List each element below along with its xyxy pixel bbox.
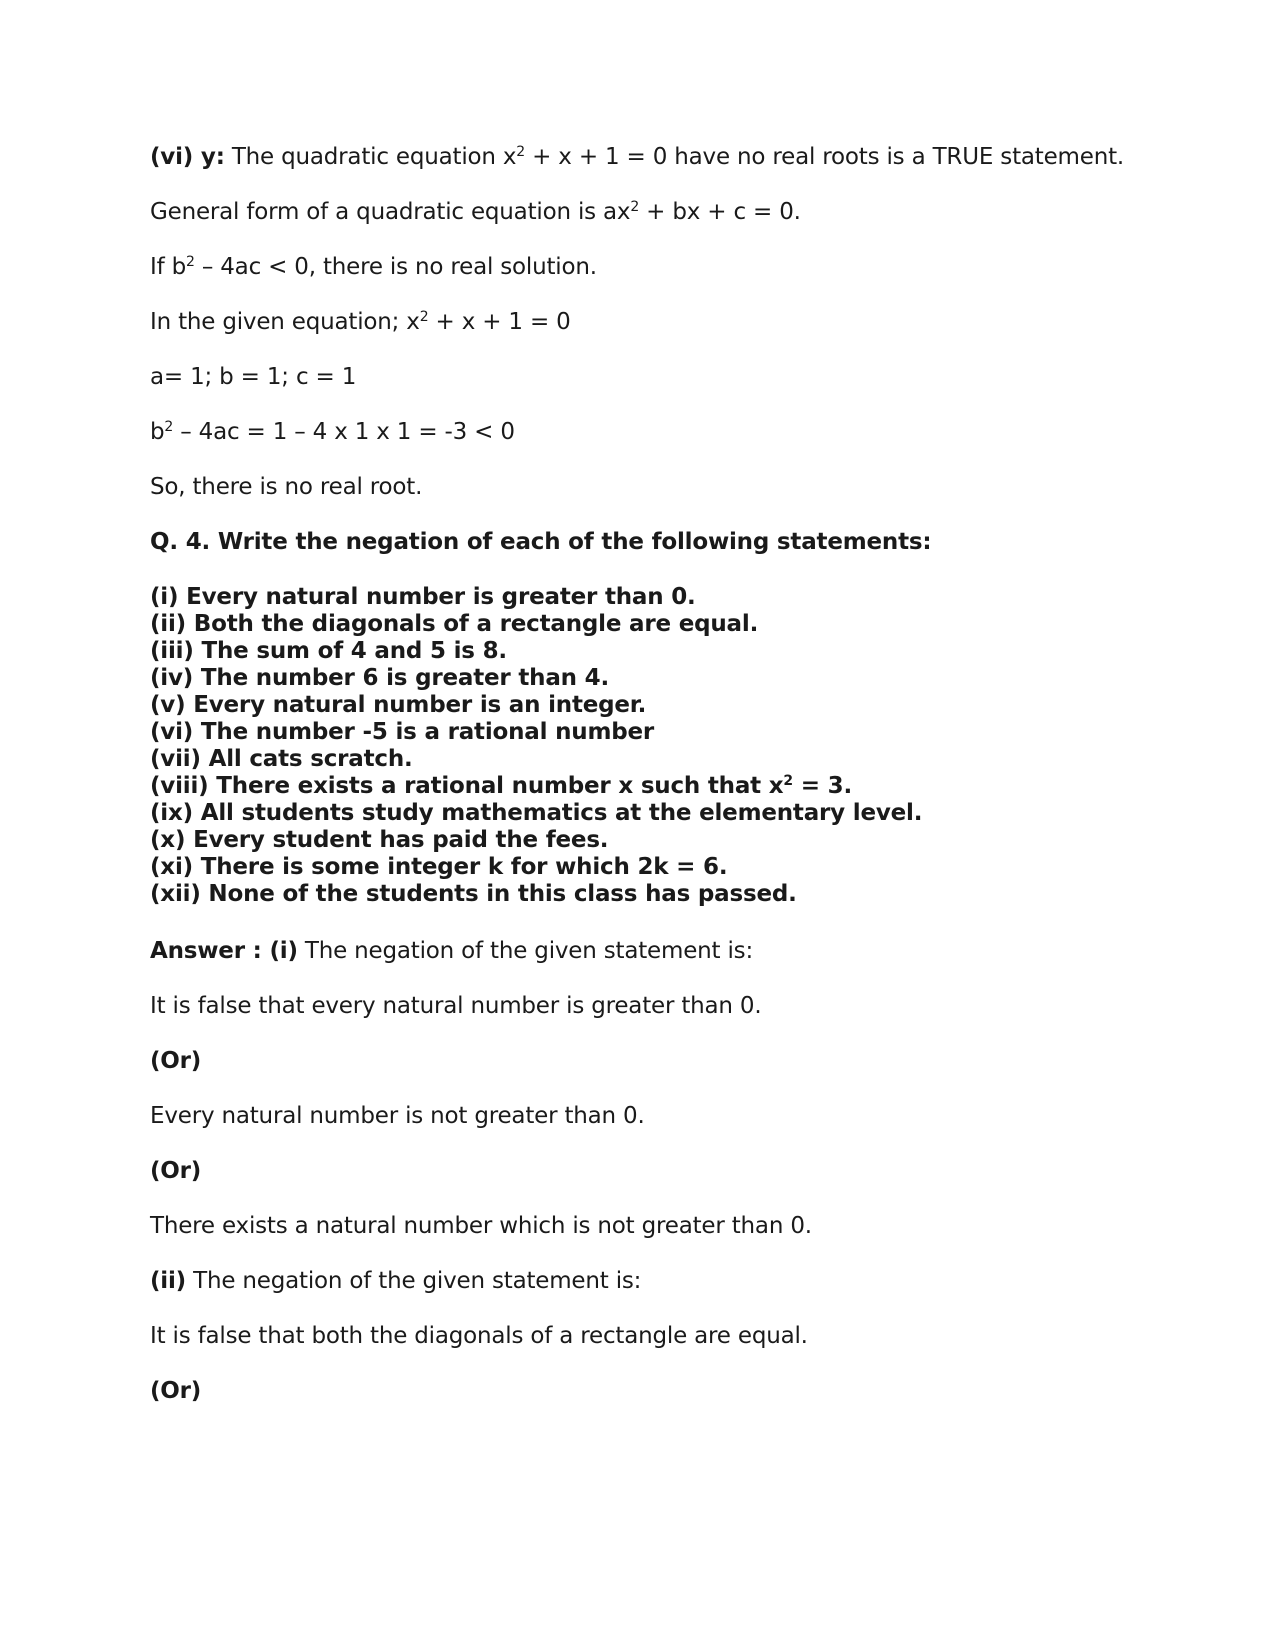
general-form-exponent: 2 [630, 199, 640, 215]
solution-vi-exponent: 2 [516, 144, 526, 160]
statement-viii-exponent: 2 [783, 773, 793, 789]
condition-exponent: 2 [186, 254, 195, 270]
statement-iii: (iii) The sum of 4 and 5 is 8. [150, 638, 507, 664]
answer-ii-line [150, 1267, 641, 1296]
answer-ii-option-1: It is false that both the diagonals of a rectangle are equal. [150, 1323, 808, 1349]
discriminant-exponent: 2 [164, 419, 174, 435]
answer-label: Answer : (i) [150, 938, 298, 964]
discriminant-post: – 4ac = 1 – 4 x 1 x 1 = -3 < 0 [173, 419, 515, 445]
or-label-3: (Or) [150, 1378, 202, 1404]
given-eq-post: + x + 1 = 0 [428, 309, 571, 335]
coefficients-line: a= 1; b = 1; c = 1 [150, 364, 357, 390]
statement-v: (v) Every natural number is an integer. [150, 692, 647, 718]
discriminant-line [150, 418, 515, 447]
statement-viii-pre: (viii) There exists a rational number x such that x [150, 773, 784, 799]
solution-vi-text-post: + x + 1 = 0 have no real roots is a TRUE statement. [525, 144, 1125, 170]
conclusion-line: So, there is no real root. [150, 474, 423, 500]
answer-i-option-3: There exists a natural number which is not greater than 0. [150, 1213, 812, 1239]
statement-ii: (ii) Both the diagonals of a rectangle are equal. [150, 611, 759, 637]
answer-ii-text: The negation of the given statement is: [186, 1268, 642, 1294]
statement-vi: (vi) The number -5 is a rational number [150, 719, 655, 745]
statement-viii [150, 772, 852, 801]
condition-line [150, 253, 597, 282]
question-heading: Q. 4. Write the negation of each of the following statements: [150, 529, 932, 555]
condition-post: – 4ac < 0, there is no real solution. [194, 254, 597, 280]
solution-vi-text-pre: The quadratic equation x [224, 144, 517, 170]
answer-ii-label: (ii) [150, 1268, 186, 1294]
statement-x: (x) Every student has paid the fees. [150, 827, 609, 853]
answer-i-option-1: It is false that every natural number is greater than 0. [150, 993, 762, 1019]
given-eq-exponent: 2 [419, 309, 429, 325]
discriminant-pre: b [150, 419, 165, 445]
answer-i-line [150, 937, 753, 966]
solution-vi-line [150, 143, 1124, 172]
statement-xi: (xi) There is some integer k for which 2k = 6. [150, 854, 728, 880]
statement-i: (i) Every natural number is greater than 0. [150, 584, 696, 610]
statement-xii: (xii) None of the students in this class has passed. [150, 881, 797, 907]
solution-vi-label: (vi) y: [150, 144, 225, 170]
general-form-pre: General form of a quadratic equation is ax [150, 199, 631, 225]
given-eq-pre: In the given equation; x [150, 309, 420, 335]
given-equation-line [150, 308, 571, 337]
statement-ix: (ix) All students study mathematics at the elementary level. [150, 800, 923, 826]
answer-i-option-2: Every natural number is not greater than 0. [150, 1103, 645, 1129]
statement-vii: (vii) All cats scratch. [150, 746, 413, 772]
general-form-line [150, 198, 801, 227]
or-label-2: (Or) [150, 1158, 202, 1184]
answer-text: The negation of the given statement is: [297, 938, 753, 964]
statement-iv: (iv) The number 6 is greater than 4. [150, 665, 609, 691]
condition-pre: If b [150, 254, 186, 280]
statement-viii-post: = 3. [792, 773, 852, 799]
general-form-post: + bx + c = 0. [639, 199, 801, 225]
or-label-1: (Or) [150, 1048, 202, 1074]
